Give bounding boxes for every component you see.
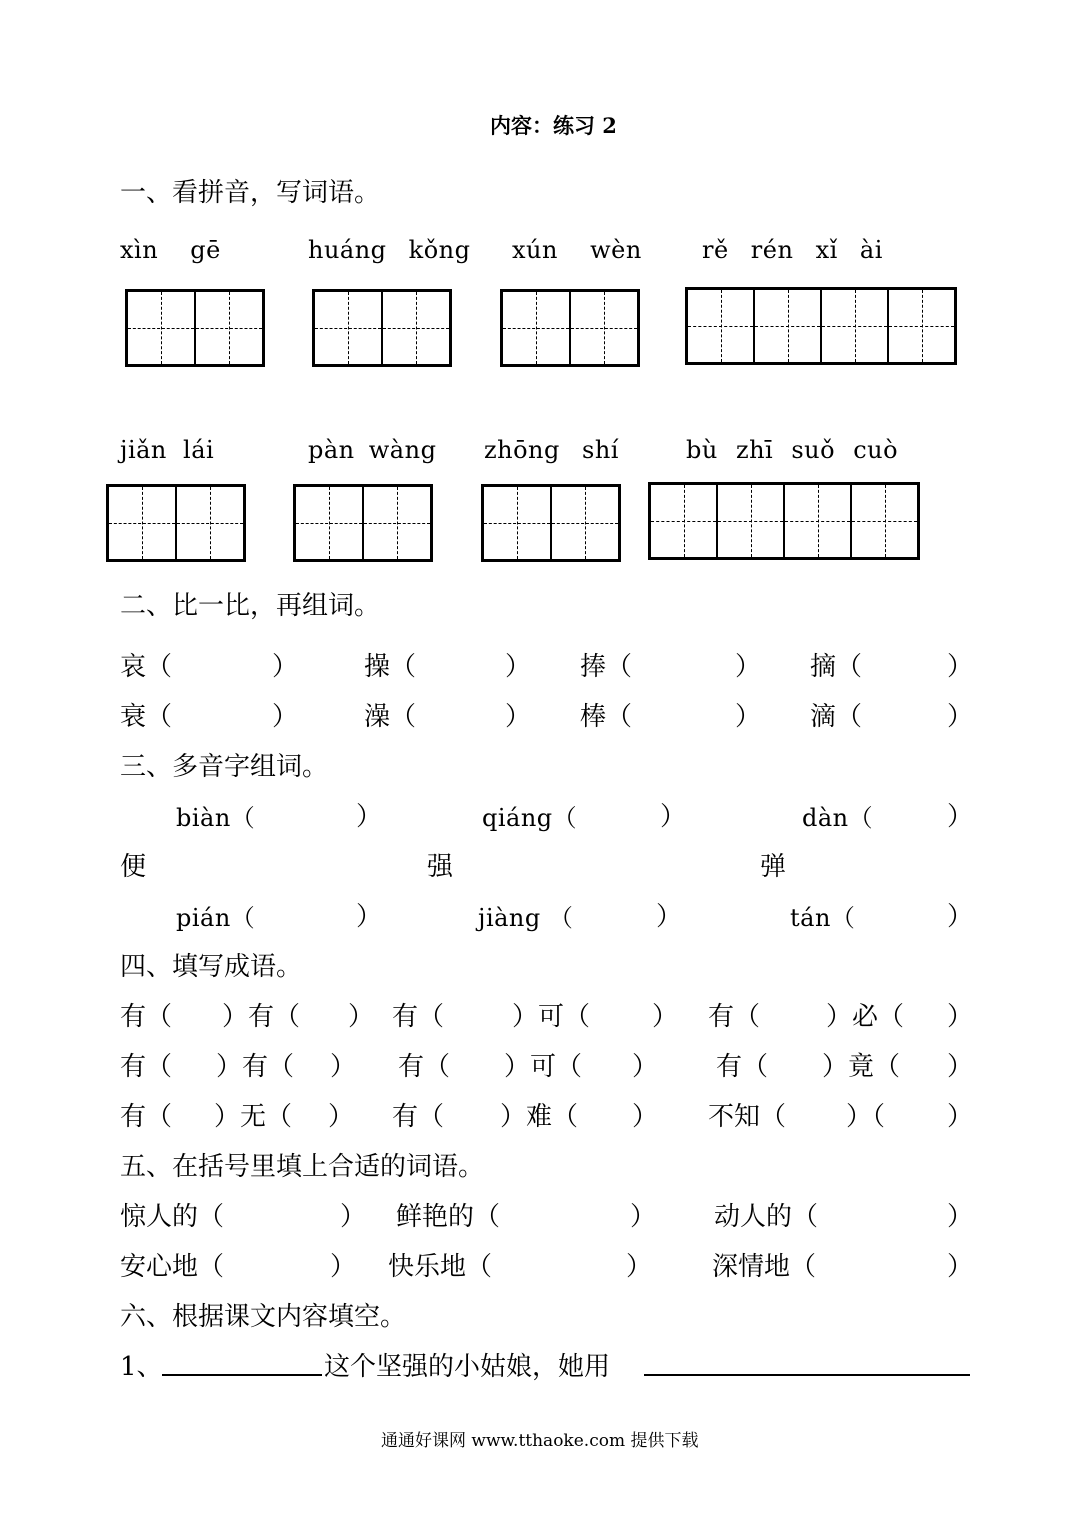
idiom-part: 有（ xyxy=(120,1002,173,1032)
idiom-part: ）无（ xyxy=(214,1102,293,1132)
compare-word: 摘（ xyxy=(810,652,863,682)
idiom-part: ） xyxy=(348,1002,375,1032)
idiom-part: ） xyxy=(632,1102,659,1132)
idiom-part: ） xyxy=(652,1002,679,1032)
phrase-paren: ） xyxy=(947,1202,974,1232)
section-5-heading: 五、在括号里填上合适的词语。 xyxy=(120,1152,485,1182)
polyphone-pinyin: tán（ xyxy=(790,904,856,932)
polyphone-pinyin: jiàng （ xyxy=(478,904,574,932)
polyphone-pinyin: biàn（ xyxy=(176,804,256,832)
idiom-part: 有（ xyxy=(708,1002,761,1032)
phrase-paren: ） xyxy=(340,1202,367,1232)
idiom-part: ）可（ xyxy=(504,1052,583,1082)
phrase-word: 惊人的（ xyxy=(120,1202,225,1232)
idiom-part: 有（ xyxy=(120,1052,173,1082)
idiom-part: 不知（ xyxy=(708,1102,787,1132)
idiom-part: 有（ xyxy=(120,1102,173,1132)
section-2-heading: 二、比一比，再组词。 xyxy=(120,591,381,621)
compare-word: 衰（ xyxy=(120,702,173,732)
fill-blank-1[interactable] xyxy=(162,1374,322,1376)
compare-paren: ） xyxy=(735,702,762,732)
polyphone-paren: ） xyxy=(356,802,383,832)
phrase-paren: ） xyxy=(947,1252,974,1282)
idiom-part: ）有（ xyxy=(216,1052,295,1082)
phrase-paren: ） xyxy=(630,1202,657,1232)
polyphone-char: 强 xyxy=(427,852,454,882)
pinyin-zhong-shi: zhōng shí xyxy=(484,436,619,464)
idiom-part: ）必（ xyxy=(826,1002,905,1032)
pinyin-xin-ge: xìn gē xyxy=(120,236,221,264)
idiom-part: ） xyxy=(330,1052,357,1082)
phrase-word: 动人的（ xyxy=(714,1202,819,1232)
writing-grid-1[interactable] xyxy=(125,289,265,367)
pinyin-jian-lai: jiǎn lái xyxy=(120,436,215,464)
compare-paren: ） xyxy=(947,652,974,682)
pinyin-re-ren-xi-ai: rě rén xǐ ài xyxy=(702,236,883,264)
compare-paren: ） xyxy=(735,652,762,682)
idiom-part: ）有（ xyxy=(222,1002,301,1032)
section-6-heading: 六、根据课文内容填空。 xyxy=(120,1302,407,1332)
idiom-part: ）难（ xyxy=(500,1102,579,1132)
idiom-part: ）（ xyxy=(846,1102,886,1132)
pinyin-huang-kong: huáng kǒng xyxy=(308,236,471,264)
polyphone-paren: ） xyxy=(947,802,974,832)
page-title: 内容：练习 2 xyxy=(490,113,617,138)
footer-text: 通通好课网 www.tthaoke.com 提供下载 xyxy=(381,1431,699,1451)
idiom-part: ）可（ xyxy=(512,1002,591,1032)
compare-paren: ） xyxy=(505,702,532,732)
idiom-part: 有（ xyxy=(398,1052,451,1082)
phrase-word: 安心地（ xyxy=(120,1252,225,1282)
compare-word: 澡（ xyxy=(364,702,417,732)
pinyin-pan-wang: pàn wàng xyxy=(308,436,437,464)
idiom-part: ） xyxy=(632,1052,659,1082)
idiom-part: 有（ xyxy=(392,1102,445,1132)
idiom-part: 有（ xyxy=(716,1052,769,1082)
compare-paren: ） xyxy=(272,702,299,732)
pinyin-bu-zhi-suo-cuo: bù zhī suǒ cuò xyxy=(686,436,899,464)
phrase-paren: ） xyxy=(626,1252,653,1282)
compare-paren: ） xyxy=(505,652,532,682)
polyphone-paren: ） xyxy=(356,902,383,932)
writing-grid-4[interactable] xyxy=(685,287,957,365)
polyphone-pinyin: dàn（ xyxy=(802,804,874,832)
polyphone-char: 便 xyxy=(120,852,147,882)
compare-paren: ） xyxy=(272,652,299,682)
phrase-word: 鲜艳的（ xyxy=(396,1202,501,1232)
polyphone-pinyin: qiáng（ xyxy=(482,804,578,832)
idiom-part: ） xyxy=(328,1102,355,1132)
writing-grid-3[interactable] xyxy=(500,289,640,367)
idiom-part: ） xyxy=(947,1002,974,1032)
idiom-part: ） xyxy=(947,1052,974,1082)
idiom-part: ） xyxy=(947,1102,974,1132)
section-1-heading: 一、看拼音，写词语。 xyxy=(120,178,381,208)
compare-paren: ） xyxy=(947,702,974,732)
polyphone-paren: ） xyxy=(656,902,683,932)
fill-item-text: 这个坚强的小姑娘，她用 xyxy=(324,1352,611,1382)
compare-word: 滴（ xyxy=(810,702,863,732)
idiom-part: 有（ xyxy=(392,1002,445,1032)
compare-word: 捧（ xyxy=(580,652,633,682)
phrase-word: 深情地（ xyxy=(712,1252,817,1282)
polyphone-paren: ） xyxy=(660,802,687,832)
writing-grid-7[interactable] xyxy=(481,484,621,562)
fill-item-number: 1、 xyxy=(120,1352,163,1382)
writing-grid-5[interactable] xyxy=(106,484,246,562)
compare-word: 操（ xyxy=(364,652,417,682)
phrase-word: 快乐地（ xyxy=(388,1252,493,1282)
writing-grid-2[interactable] xyxy=(312,289,452,367)
phrase-paren: ） xyxy=(330,1252,357,1282)
polyphone-paren: ） xyxy=(947,902,974,932)
fill-blank-2[interactable] xyxy=(644,1374,970,1376)
idiom-part: ）竟（ xyxy=(822,1052,901,1082)
writing-grid-6[interactable] xyxy=(293,484,433,562)
compare-word: 哀（ xyxy=(120,652,173,682)
polyphone-char: 弹 xyxy=(760,852,787,882)
writing-grid-8[interactable] xyxy=(648,482,920,560)
compare-word: 棒（ xyxy=(580,702,633,732)
polyphone-pinyin: pián（ xyxy=(176,904,256,932)
section-3-heading: 三、多音字组词。 xyxy=(120,752,329,782)
pinyin-xun-wen: xún wèn xyxy=(512,236,642,264)
section-4-heading: 四、填写成语。 xyxy=(120,952,303,982)
